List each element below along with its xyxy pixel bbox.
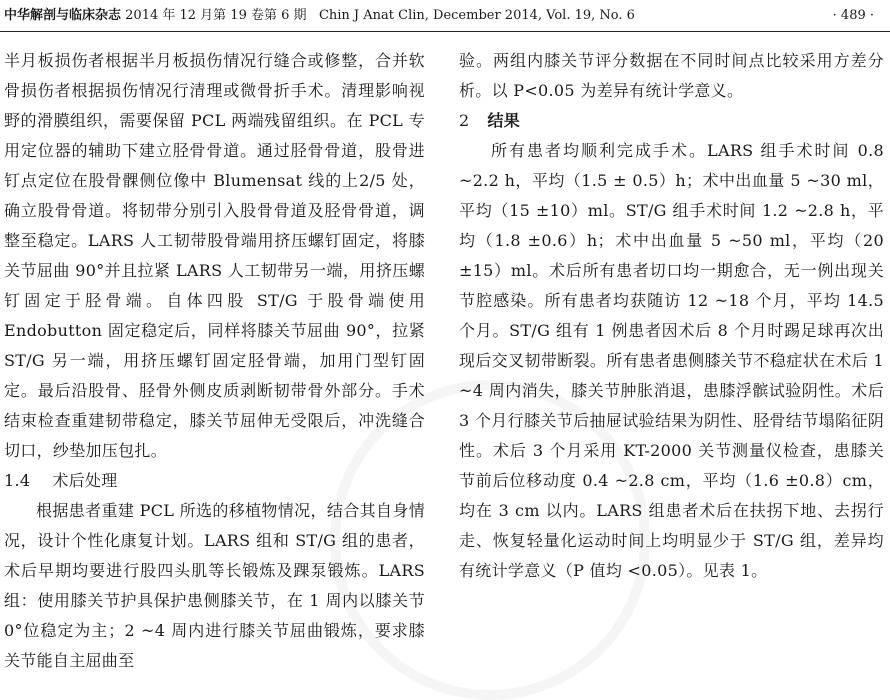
subsection-number: 1.4: [4, 471, 31, 490]
subsection-title: 术后处理: [52, 471, 118, 490]
subsection-heading-postop: [4, 466, 425, 496]
english-citation: Chin J Anat Clin, December 2014, Vol. 19, No. 6: [318, 8, 635, 23]
left-column: [4, 46, 425, 676]
running-header: [0, 0, 890, 32]
paragraph-statistics: 验。两组内膝关节评分数据在不同时间点比较采用方差分析。以 P<0.05 为差异有统计学意义。: [459, 51, 884, 100]
section-title: 结果: [487, 111, 521, 130]
issue-info: 2014 年 12 月第 19 卷第 6 期: [125, 8, 307, 23]
paragraph-surgical-procedure: 半月板损伤者根据半月板损伤情况行缝合或修整，合并软骨损伤者根据损伤情况行清理或微骨折手术。清理影响视野的滑膜组织，需要保留 PCL 两端残留组织。在 PCL 专用定位器的辅助下建立胫骨骨道。通过胫骨骨道，股骨进钉点定位在股骨髁侧位像中 Blumensat 线的上2/5 处，确立股骨骨道。将韧带分别引入股骨骨道及胫骨骨道，调整至稳定。LARS 人工韧带股骨端用挤压螺钉固定，将膝关节屈曲 90°并且拉紧 LARS 人工韧带另一端，用挤压螺钉固定于胫骨端。自体四股 ST/G 于股骨端使用 Endobutton 固定稳定后，同样将膝关节屈曲 90°，拉紧 ST/G 另一端，用挤压螺钉固定胫骨端，加用门型钉固定。最后沿股骨、胫骨外侧皮质剥断韧带骨外部分。手术结束检查重建韧带稳定，膝关节屈伸无受限后，冲洗缝合切口，纱垫加压包扎。: [4, 51, 425, 460]
paragraph-results: 所有患者均顺利完成手术。LARS 组手术时间 0.8 ~2.2 h，平均（1.5 ± 0.5）h；术中出血量 5 ~30 ml，平均（15 ±10）ml。ST/G 组手术时间 1.2 ~2.8 h，平均（1.8 ±0.6）h；术中出血量 5 ~50 ml，平均（20 ±15）ml。术后所有患者切口均一期愈合，无一例出现关节腔感染。所有患者均获随访 12 ~18 个月，平均 14.5 个月。ST/G 组有 1 例患者因术后 8 个月时踢足球再次出现后交叉韧带断裂。所有患者患侧膝关节不稳症状在术后 1 ~4 周内消失，膝关节肿胀消退，患膝浮髌试验阴性。术后 3 个月行膝关节后抽屉试验结果为阴性、胫骨结节塌陷征阴性。术后 3 个月采用 KT-2000 关节测量仪检查，患膝关节前后位移动度 0.4 ~2.8 cm，平均（1.6 ±0.8）cm，均在 3 cm 以内。LARS 组患者术后在扶拐下地、去拐行走、恢复轻量化运动时间上均明显少于 ST/G 组，差异均有统计学意义（P 值均 <0.05）。见表 1。: [459, 141, 884, 580]
section-heading-results: [459, 106, 884, 136]
section-number: 2: [459, 111, 470, 130]
header-citation: [4, 0, 635, 32]
page-number: · 489 ·: [832, 8, 874, 23]
paragraph-rehabilitation: 根据患者重建 PCL 所选的移植物情况，结合其自身情况，设计个性化康复计划。LARS 组和 ST/G 组的患者，术后早期均要进行股四头肌等长锻炼及踝泵锻炼。LARS 组：使用膝关节护具保护患侧膝关节，在 1 周内以膝关节 0°位稳定为主；2 ~4 周内进行膝关节屈曲锻炼，要求膝关节能自主屈曲至: [4, 501, 425, 670]
journal-name: 中华解剖与临床杂志: [4, 8, 122, 23]
right-column: [459, 46, 884, 586]
